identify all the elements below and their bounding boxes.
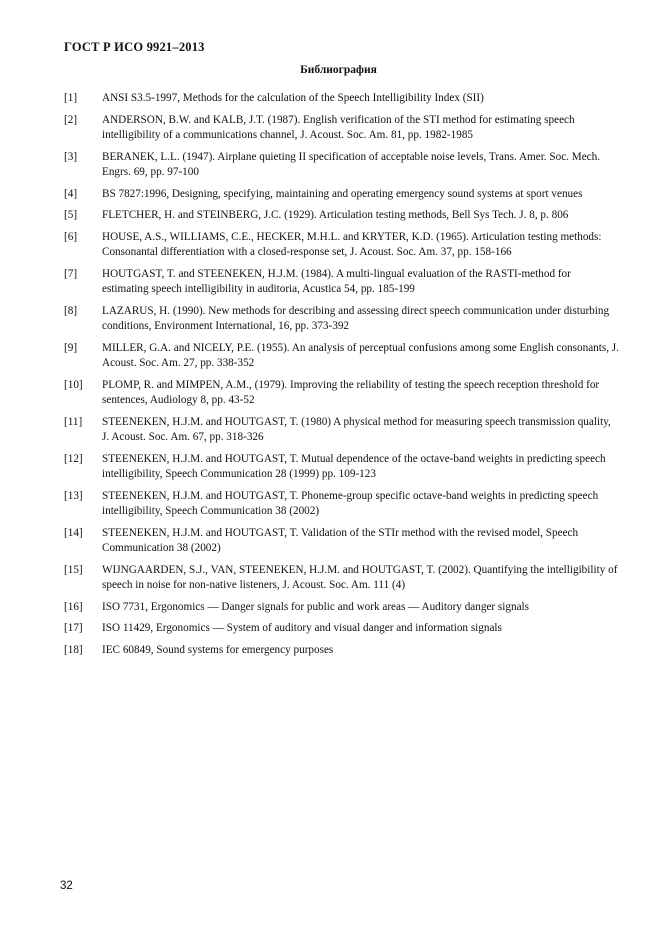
- reference-number: [15]: [64, 563, 83, 576]
- reference-number: [16]: [64, 600, 83, 613]
- reference-number: [13]: [64, 489, 83, 502]
- reference-number: [12]: [64, 452, 83, 465]
- reference-number: [2]: [64, 113, 78, 126]
- reference-number: [17]: [64, 622, 83, 634]
- reference-item: [64, 621, 620, 637]
- reference-text: ISO 7731, Ergonomics — Danger signals for public and work areas — Auditory danger signals: [102, 600, 530, 613]
- reference-item: [64, 113, 620, 144]
- reference-number: [6]: [64, 230, 78, 243]
- reference-item: [64, 267, 620, 298]
- reference-item: [64, 187, 620, 203]
- reference-item: [64, 415, 620, 446]
- reference-text: HOUTGAST, T. and STEENEKEN, H.J.M. (1984). A multi-lingual evaluation of the RASTI-method for estimating speech intelligibility in auditoria, Acustica 54, pp. 185-199: [102, 267, 571, 295]
- reference-number: [1]: [64, 92, 78, 104]
- bibliography-title: Библиография: [300, 64, 377, 76]
- reference-text: PLOMP, R. and MIMPEN, A.M., (1979). Improving the reliability of testing the speech reception threshold for sentences, Audiology 8, pp. 43-52: [102, 378, 600, 406]
- reference-item: [64, 91, 620, 107]
- reference-text: STEENEKEN, H.J.M. and HOUTGAST, T. (1980) A physical method for measuring speech transmission quality, J. Acoust. Soc. Am. 67, pp. 318-326: [102, 415, 611, 443]
- reference-number: [8]: [64, 304, 78, 317]
- reference-text: LAZARUS, H. (1990). New methods for describing and assessing direct speech communication under disturbing conditions, Environment International, 16, pp. 373-392: [102, 304, 610, 332]
- reference-item: [64, 230, 620, 261]
- reference-item: [64, 378, 620, 409]
- reference-number: [10]: [64, 378, 83, 391]
- reference-number: [18]: [64, 643, 83, 656]
- reference-number: [7]: [64, 267, 78, 280]
- reference-text: STEENEKEN, H.J.M. and HOUTGAST, T. Validation of the STIr method with the revised model, Speech Communication 38 (2002): [102, 526, 579, 554]
- reference-text: STEENEKEN, H.J.M. and HOUTGAST, T. Mutual dependence of the octave-band weights in predicting speech intelligibility, Speech Communication 28 (1999) pp. 109-123: [102, 452, 606, 480]
- reference-item: [64, 150, 620, 181]
- reference-text: ANDERSON, B.W. and KALB, J.T. (1987). English verification of the STI method for estimating speech intelligibility of a communications channel, J. Acoust. Soc. Am. 81, pp. 1982-1985: [102, 113, 575, 141]
- reference-number: [3]: [64, 150, 78, 163]
- reference-number: [11]: [64, 415, 83, 428]
- reference-item: [64, 600, 620, 616]
- reference-text: STEENEKEN, H.J.M. and HOUTGAST, T. Phoneme-group specific octave-band weights in predicting speech intelligibility, Speech Communication 38 (2002): [102, 489, 599, 517]
- reference-text: BS 7827:1996, Designing, specifying, maintaining and operating emergency sound systems at sport venues: [102, 187, 583, 200]
- reference-item: [64, 341, 620, 372]
- document-header: ГОСТ Р ИСО 9921–2013: [64, 40, 205, 54]
- reference-number: [4]: [64, 187, 78, 200]
- reference-number: [14]: [64, 526, 83, 539]
- reference-item: [64, 452, 620, 483]
- reference-number: [9]: [64, 341, 78, 354]
- reference-item: [64, 563, 620, 594]
- reference-list: [64, 91, 620, 664]
- reference-item: [64, 304, 620, 335]
- reference-item: [64, 489, 620, 520]
- reference-text: WIJNGAARDEN, S.J., VAN, STEENEKEN, H.J.M. and HOUTGAST, T. (2002). Quantifying the intelligibility of speech in noise for non-native listeners, J. Acoust. Soc. Am. 111 (4): [102, 563, 618, 591]
- reference-text: BERANEK, L.L. (1947). Airplane quieting II specification of acceptable noise levels, Trans. Amer. Soc. Mech. Engrs. 69, pp. 97-100: [102, 150, 601, 178]
- reference-item: [64, 643, 620, 659]
- page-number: 32: [60, 880, 73, 892]
- reference-item: [64, 208, 620, 224]
- reference-text: IEC 60849, Sound systems for emergency purposes: [102, 643, 334, 656]
- reference-text: MILLER, G.A. and NICELY, P.E. (1955). An analysis of perceptual confusions among some English consonants, J. Acoust. Soc. Am. 27, pp. 338-352: [102, 341, 619, 369]
- reference-text: FLETCHER, H. and STEINBERG, J.C. (1929). Articulation testing methods, Bell Sys Tech. J. 8, p. 806: [102, 209, 569, 221]
- reference-item: [64, 526, 620, 557]
- reference-number: [5]: [64, 209, 78, 221]
- reference-text: ISO 11429, Ergonomics — System of auditory and visual danger and information signals: [102, 622, 502, 634]
- reference-text: ANSI S3.5-1997, Methods for the calculation of the Speech Intelligibility Index (SII): [102, 92, 484, 104]
- reference-text: HOUSE, A.S., WILLIAMS, C.E., HECKER, M.H.L. and KRYTER, K.D. (1965). Articulation testing methods: Consonantal differentiation with a closed-response set, J. Acoust. Soc. Am. 37, pp. 158-166: [102, 230, 602, 258]
